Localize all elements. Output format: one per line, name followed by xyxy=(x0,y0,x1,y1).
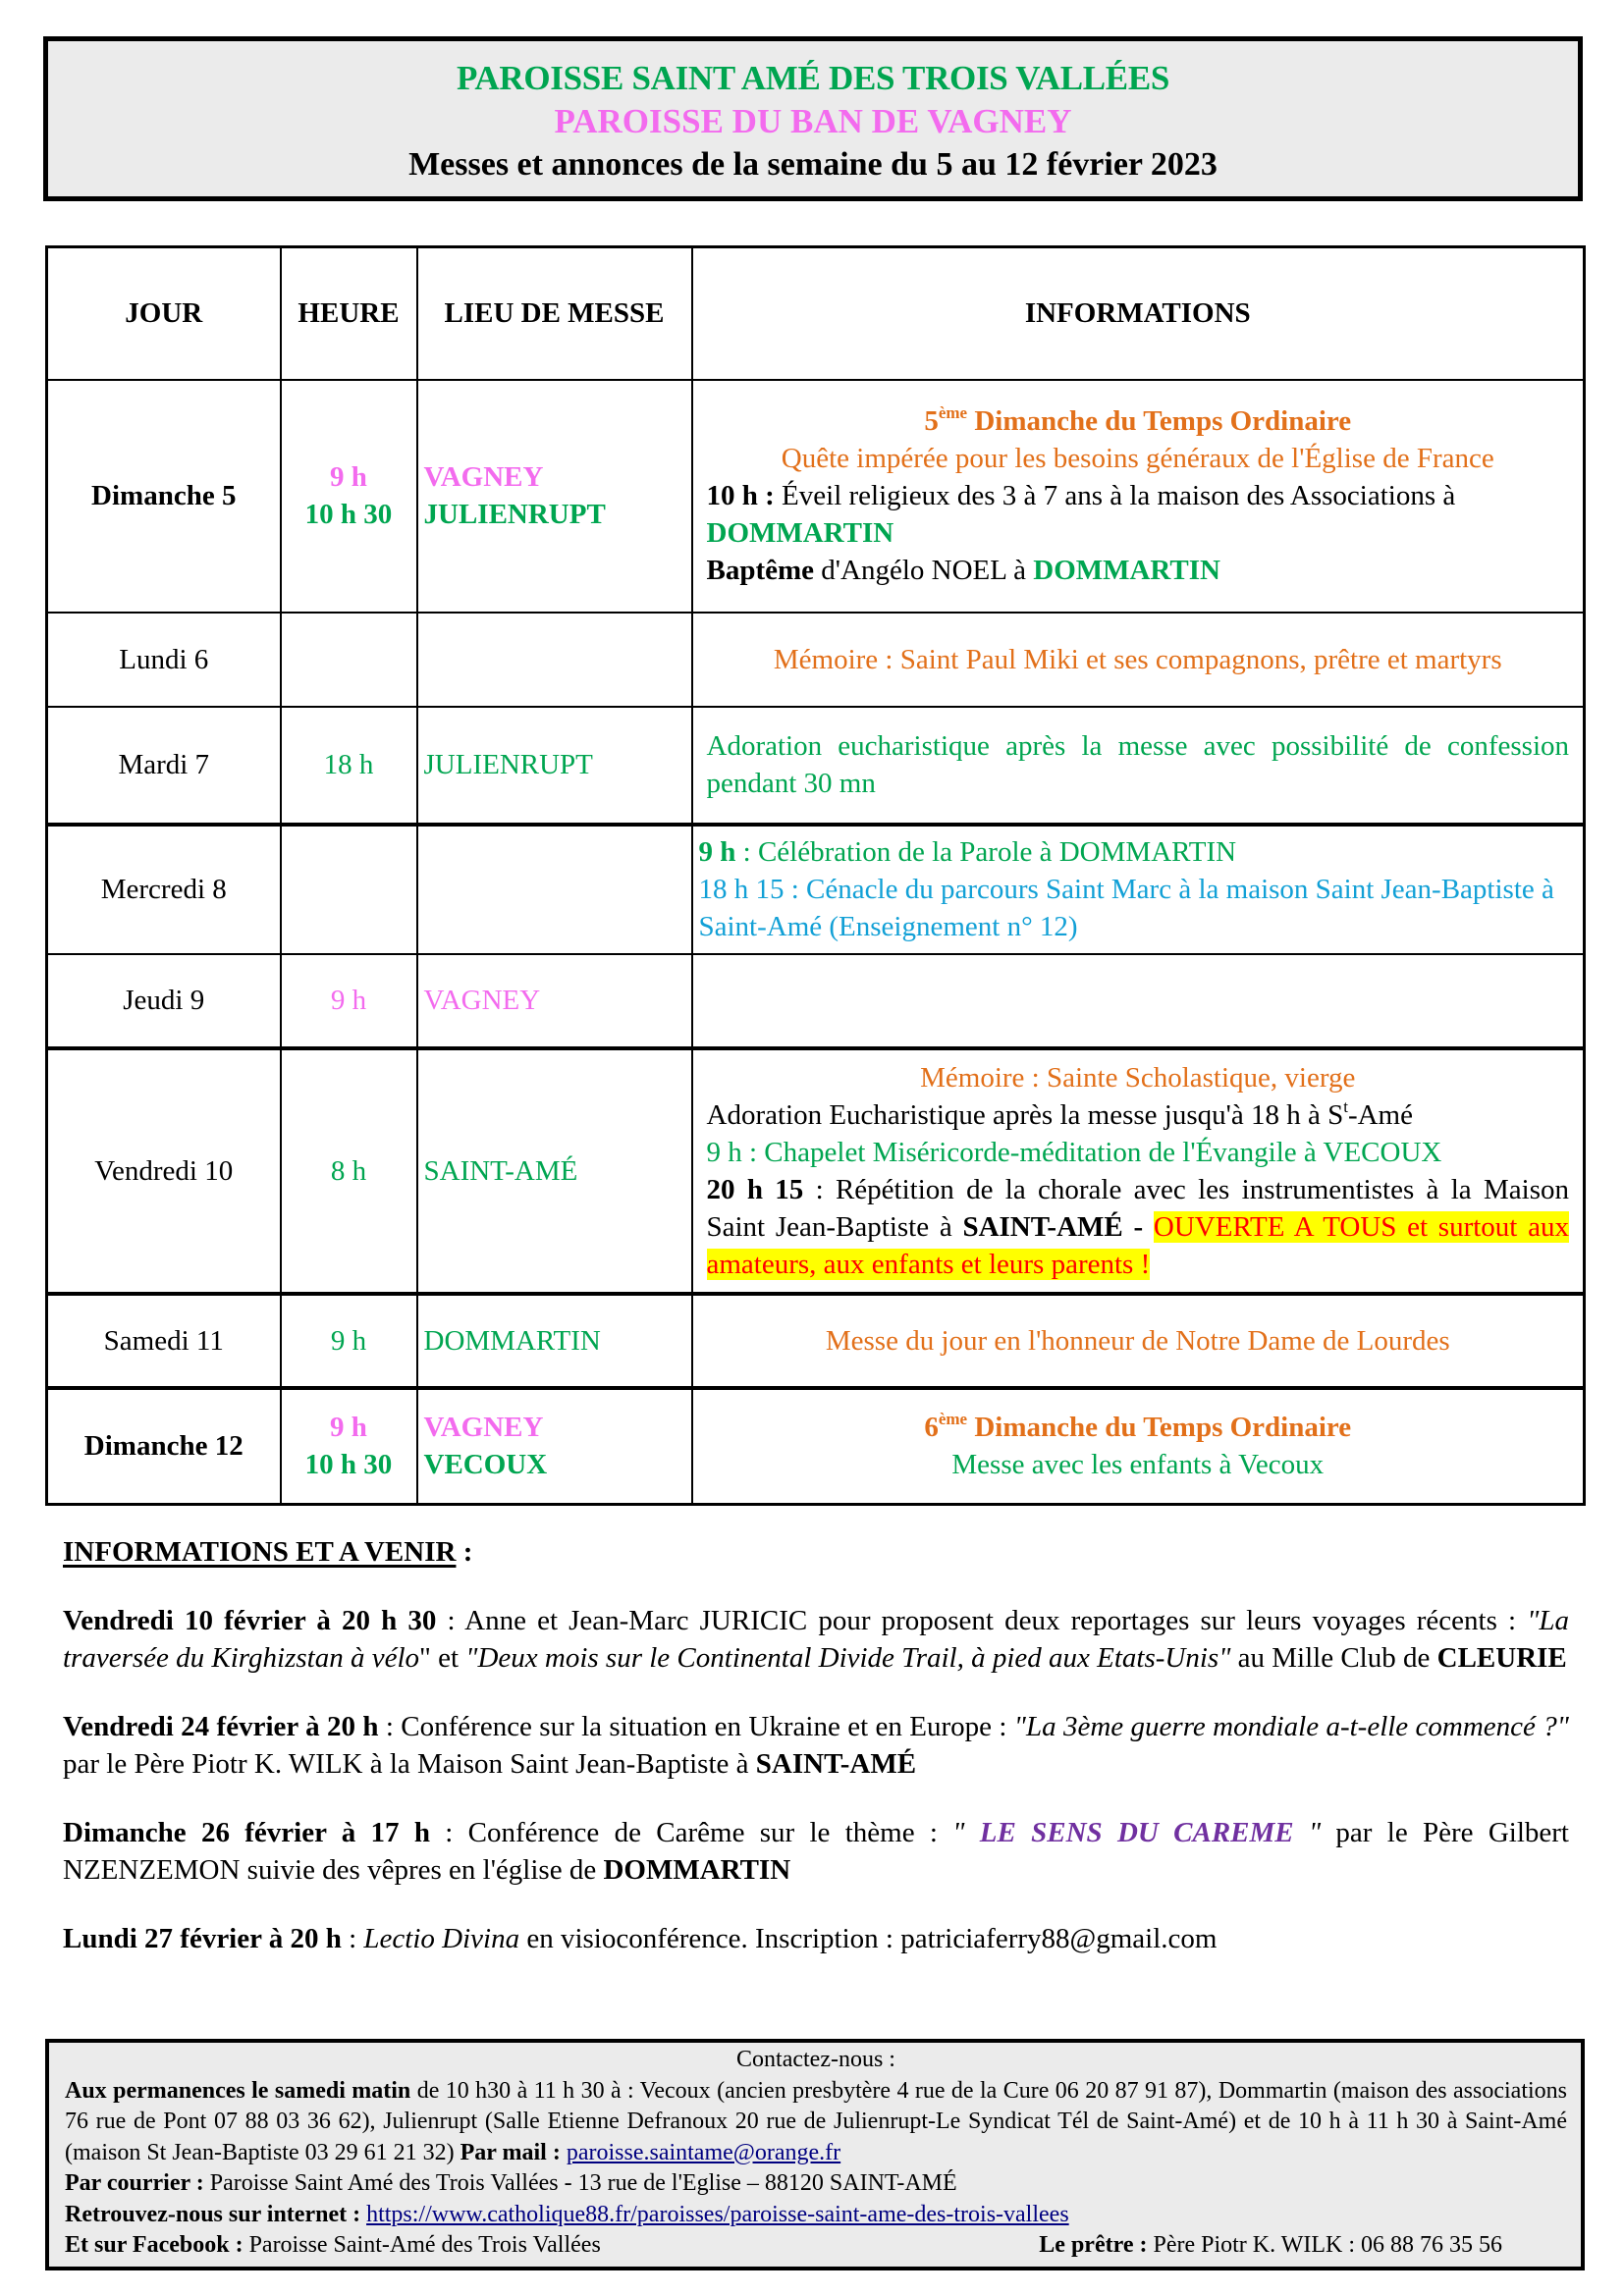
facebook-label: Et sur Facebook : xyxy=(65,2232,244,2258)
parish-title-vagney: PAROISSE DU BAN DE VAGNEY xyxy=(554,102,1072,140)
contact-title: Contactez-nous : xyxy=(736,2047,895,2072)
contact-box xyxy=(45,2039,1585,2270)
chapelet-text: 9 h : Chapelet Miséricorde-méditation de l'Évangile à VECOUX xyxy=(706,1136,1442,1168)
mail-label: Par mail : xyxy=(460,2139,561,2165)
hour-value: 9 h xyxy=(330,461,367,493)
entry-text: : Anne et Jean-Marc JURICIC pour proposent deux reportages sur leurs voyages récents : xyxy=(436,1605,1528,1636)
adoration-text xyxy=(707,1096,1570,1134)
title-superscript: ème xyxy=(938,403,968,422)
title-number: 6 xyxy=(924,1412,939,1444)
entry-text: au Mille Club de xyxy=(1230,1642,1437,1674)
informations-title-suffix: : xyxy=(456,1536,473,1568)
hour-value: 10 h 30 xyxy=(304,499,393,530)
hour-cell: 18 h xyxy=(281,707,417,825)
hour-value: 10 h 30 xyxy=(304,1449,393,1481)
liturgy-title xyxy=(707,1409,1570,1446)
entry-text: par le Père Gilbert NZENZEMON suivie des vêpres en l'église de xyxy=(63,1817,1569,1886)
eveil-text xyxy=(707,477,1570,552)
day-cell: Jeudi 9 xyxy=(47,954,281,1048)
entry-text: : xyxy=(341,1923,364,1954)
entry-place: CLEURIE xyxy=(1436,1642,1567,1674)
liturgy-title xyxy=(707,402,1570,440)
eveil-time: 10 h : xyxy=(706,480,775,511)
entry-place: SAINT-AMÉ xyxy=(755,1748,917,1780)
hour-cell: 9 h xyxy=(281,954,417,1048)
schedule-table xyxy=(45,245,1586,1506)
table-row xyxy=(47,1048,1585,1294)
entry-text: en visioconférence. Inscription : patriciaferry88@gmail.com xyxy=(519,1923,1218,1954)
adoration-place: -Amé xyxy=(1347,1098,1413,1131)
eveil-place: DOMMARTIN xyxy=(706,517,894,549)
permanences-label: Aux permanences le samedi matin xyxy=(65,2077,411,2104)
website-link[interactable]: https://www.catholique88.fr/paroisses/paroisse-saint-ame-des-trois-vallees xyxy=(366,2201,1069,2227)
info-cell xyxy=(692,1388,1585,1505)
place-cell: DOMMARTIN xyxy=(417,1294,692,1388)
celebration-desc: : Célébration de la Parole à DOMMARTIN xyxy=(735,836,1237,868)
entry-quote: " xyxy=(1293,1817,1322,1848)
table-row xyxy=(47,825,1585,954)
internet-label: Retrouvez-nous sur internet : xyxy=(65,2201,361,2227)
chorale-time: 20 h 15 xyxy=(706,1173,804,1205)
week-title: Messes et annonces de la semaine du 5 au 12 février 2023 xyxy=(408,146,1218,183)
memoire-text: Mémoire : Sainte Scholastique, vierge xyxy=(920,1061,1356,1094)
col-header-heure: HEURE xyxy=(281,247,417,380)
day-cell: Mardi 7 xyxy=(47,707,281,825)
title-superscript: ème xyxy=(938,1410,968,1429)
cenacle-text: 18 h 15 : Cénacle du parcours Saint Marc à la maison Saint Jean-Baptiste à Saint-Amé (Enseignement n° 12) xyxy=(698,874,1554,942)
entry-date: Dimanche 26 février à 17 h xyxy=(63,1817,430,1848)
celebration-time: 9 h xyxy=(698,836,736,868)
hour-cell: 8 h xyxy=(281,1048,417,1294)
chorale-open-notice: OUVERTE A TOUS et surtout aux amateurs, aux enfants et leurs parents ! xyxy=(706,1210,1569,1280)
courrier-desc: Paroisse Saint Amé des Trois Vallées - 13 rue de l'Eglise – 88120 SAINT-AMÉ xyxy=(203,2170,957,2196)
table-row xyxy=(47,707,1585,825)
place-value: VAGNEY xyxy=(423,1412,544,1444)
chorale-text xyxy=(707,1171,1570,1283)
pretre-label: Le prêtre : xyxy=(1039,2232,1148,2258)
info-entry xyxy=(63,1814,1569,1889)
day-cell: Lundi 6 xyxy=(47,613,281,707)
entry-text: par le Père Piotr K. WILK à la Maison Saint Jean-Baptiste à xyxy=(63,1748,756,1780)
pretre-text xyxy=(1039,2230,1502,2262)
entry-text: " et xyxy=(419,1642,466,1674)
info-cell xyxy=(692,954,1585,1048)
day-cell: Vendredi 10 xyxy=(47,1048,281,1294)
facebook-desc: Paroisse Saint-Amé des Trois Vallées xyxy=(243,2232,601,2258)
facebook-pretre-row xyxy=(65,2230,1567,2262)
info-cell: Mémoire : Saint Paul Miki et ses compagnons, prêtre et martyrs xyxy=(692,613,1585,707)
hour-value: 9 h xyxy=(330,1412,367,1444)
info-entry xyxy=(63,1602,1569,1677)
table-row xyxy=(47,613,1585,707)
bapteme-desc: d'Angélo NOEL à xyxy=(814,555,1034,586)
entry-text: : Conférence de Carême sur le thème : xyxy=(429,1817,953,1848)
info-cell: Adoration eucharistique après la messe avec possibilité de confession pendant 30 mn xyxy=(692,707,1585,825)
entry-date: Lundi 27 février à 20 h xyxy=(63,1923,342,1954)
entry-italic: "La 3ème guerre mondiale a-t-elle commencé ?" xyxy=(1013,1711,1569,1742)
informations-title xyxy=(63,1533,1569,1571)
entry-date: Vendredi 24 février à 20 h xyxy=(63,1711,379,1742)
eveil-desc: Éveil religieux des 3 à 7 ans à la maison des Associations à xyxy=(774,480,1456,511)
courrier-label: Par courrier : xyxy=(65,2170,204,2196)
bapteme-label: Baptême xyxy=(706,555,815,586)
informations-title-text: INFORMATIONS ET A VENIR xyxy=(63,1536,457,1568)
chorale-dash: - xyxy=(1122,1210,1154,1243)
entry-italic: "La traversée du Kirghizstan à vélo xyxy=(63,1605,1569,1674)
day-cell: Mercredi 8 xyxy=(47,825,281,954)
courrier-text xyxy=(65,2168,1567,2200)
entry-place: DOMMARTIN xyxy=(603,1854,791,1886)
day-cell: Samedi 11 xyxy=(47,1294,281,1388)
hour-cell xyxy=(281,825,417,954)
info-entry xyxy=(63,1708,1569,1783)
table-row xyxy=(47,1388,1585,1505)
pretre-desc: Père Piotr K. WILK : 06 88 76 35 56 xyxy=(1147,2232,1502,2258)
col-header-informations: INFORMATIONS xyxy=(692,247,1585,380)
facebook-text xyxy=(65,2230,601,2262)
internet-text xyxy=(65,2200,1567,2231)
col-header-lieu: LIEU DE MESSE xyxy=(417,247,692,380)
entry-quote: " xyxy=(952,1817,980,1848)
adoration-desc: Adoration Eucharistique après la messe jusqu'à 18 h à S xyxy=(706,1098,1344,1131)
celebration-text xyxy=(699,833,1570,871)
table-row xyxy=(47,1294,1585,1388)
chorale-desc: : Répétition de la chorale avec les instrumentistes à la Maison Saint Jean-Baptiste à xyxy=(706,1173,1569,1243)
info-cell: Messe du jour en l'honneur de Notre Dame de Lourdes xyxy=(692,1294,1585,1388)
quete-text: Quête impérée pour les besoins généraux de l'Église de France xyxy=(781,443,1494,474)
hour-cell xyxy=(281,1388,417,1505)
header-box xyxy=(43,36,1583,201)
bapteme-place: DOMMARTIN xyxy=(1033,555,1220,586)
place-cell xyxy=(417,1388,692,1505)
place-cell: VAGNEY xyxy=(417,954,692,1048)
day-cell: Dimanche 5 xyxy=(47,380,281,613)
title-text: Dimanche du Temps Ordinaire xyxy=(967,1412,1352,1444)
entry-text: : Conférence sur la situation en Ukraine et en Europe : xyxy=(378,1711,1014,1742)
hour-cell xyxy=(281,380,417,613)
entry-date: Vendredi 10 février à 20 h 30 xyxy=(63,1605,437,1636)
title-text: Dimanche du Temps Ordinaire xyxy=(967,405,1352,437)
informations-section xyxy=(63,1533,1569,1957)
place-value: VAGNEY xyxy=(423,461,544,493)
table-row xyxy=(47,954,1585,1048)
info-cell xyxy=(692,380,1585,613)
enfants-text: Messe avec les enfants à Vecoux xyxy=(951,1449,1325,1481)
hour-cell: 9 h xyxy=(281,1294,417,1388)
parish-title-saint-ame: PAROISSE SAINT AMÉ DES TROIS VALLÉES xyxy=(456,59,1170,97)
table-header-row xyxy=(47,247,1585,380)
place-cell xyxy=(417,380,692,613)
permanences-desc: de 10 h30 à 11 h 30 à : Vecoux (ancien presbytère 4 rue de la Cure 06 20 87 91 87), Dommartin (maison des associations 76 rue de Pont 07 88 03 36 62), Julienrupt (Salle Etienne Defranoux 20 rue de Julienrupt-Le Syndicat Tél de Saint-Amé) et de 10 h à 11 h 30 à Saint-Amé (maison St Jean-Baptiste 03 29 61 21 32) xyxy=(65,2077,1567,2165)
day-cell: Dimanche 12 xyxy=(47,1388,281,1505)
place-cell xyxy=(417,613,692,707)
place-value: JULIENRUPT xyxy=(423,499,606,530)
bapteme-text xyxy=(707,552,1570,589)
entry-theme: LE SENS DU CAREME xyxy=(979,1817,1294,1848)
place-value: VECOUX xyxy=(423,1449,548,1481)
entry-italic: Lectio Divina xyxy=(363,1923,520,1954)
col-header-jour: JOUR xyxy=(47,247,281,380)
title-number: 5 xyxy=(924,405,939,437)
place-cell: SAINT-AMÉ xyxy=(417,1048,692,1294)
table-row xyxy=(47,380,1585,613)
hour-cell xyxy=(281,613,417,707)
place-cell xyxy=(417,825,692,954)
info-cell xyxy=(692,825,1585,954)
entry-italic: "Deux mois sur le Continental Divide Trail, à pied aux Etats-Unis" xyxy=(465,1642,1231,1674)
permanences-text xyxy=(65,2076,1567,2169)
place-cell: JULIENRUPT xyxy=(417,707,692,825)
adoration-sup: t xyxy=(1343,1096,1348,1116)
info-cell xyxy=(692,1048,1585,1294)
chorale-place: SAINT-AMÉ xyxy=(962,1210,1123,1243)
mail-link[interactable]: paroisse.saintame@orange.fr xyxy=(566,2139,841,2165)
info-entry xyxy=(63,1920,1569,1957)
